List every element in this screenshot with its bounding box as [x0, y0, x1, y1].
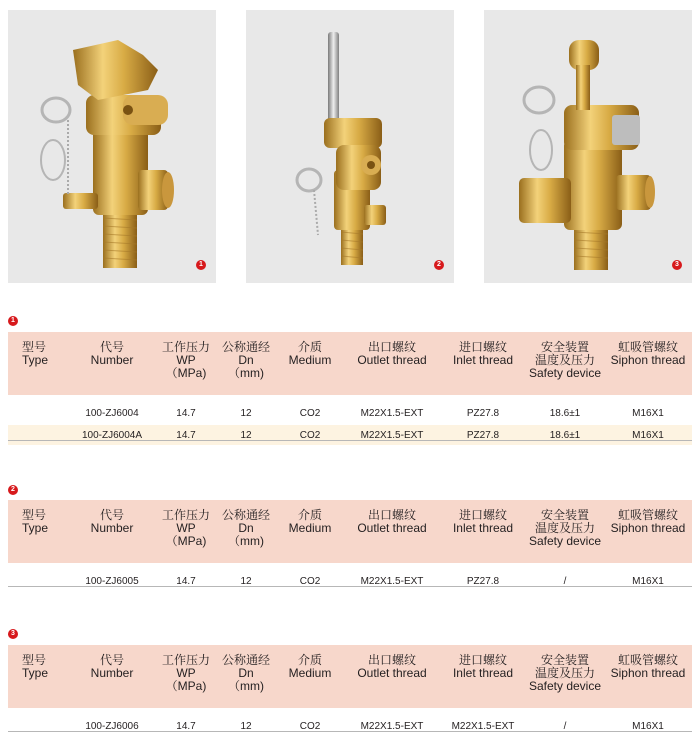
cell-siphon: M16X1: [604, 425, 692, 445]
header-outlet: 出口螺纹 Outlet thread: [344, 500, 440, 563]
spec-table-2: [8, 500, 692, 591]
cell-inlet: M22X1.5-EXT: [451, 720, 515, 732]
section-number-badge: 1: [8, 316, 18, 326]
header-dn: 公称通经 Dn （mm): [216, 500, 276, 563]
cell-wp: 14.7: [156, 425, 216, 445]
valve-image-3: [484, 10, 692, 283]
cell-safety: /: [563, 720, 567, 732]
cell-number: 100-ZJ6004: [85, 407, 139, 419]
photo-number-badge: 2: [434, 260, 444, 270]
cell-number: 100-ZJ6005: [85, 575, 139, 587]
spec-table-1: [8, 332, 692, 445]
header-number: 代号 Number: [68, 500, 156, 563]
table-row: [8, 425, 692, 445]
header-inlet: 进口螺纹 Inlet thread: [440, 500, 526, 563]
cell-safety: /: [563, 575, 567, 587]
cell-dn: 12: [216, 425, 276, 445]
table-divider: [8, 586, 692, 587]
header-siphon: 虹吸管螺纹 Siphon thread: [604, 332, 692, 395]
product-photo-1: [8, 10, 216, 283]
header-wp: 工作压力 WP （MPa): [156, 332, 216, 395]
cell-outlet: M22X1.5-EXT: [360, 407, 424, 419]
cell-medium: CO2: [299, 407, 321, 419]
header-wp: 工作压力 WP （MPa): [156, 645, 216, 708]
cell-safety: 18.6±1: [526, 425, 604, 445]
header-inlet: 进口螺纹 Inlet thread: [440, 645, 526, 708]
cell-outlet: M22X1.5-EXT: [360, 720, 424, 732]
valve-image-2: [246, 10, 454, 283]
cell-safety: 18.6±1: [549, 407, 581, 419]
header-inlet: 进口螺纹 Inlet thread: [440, 332, 526, 395]
table-divider: [8, 731, 692, 732]
cell-siphon: M16X1: [632, 407, 664, 419]
cell-dn: 12: [240, 575, 252, 587]
table-divider: [8, 440, 692, 441]
header-type: 型号 Type: [8, 500, 68, 563]
header-siphon: 虹吸管螺纹 Siphon thread: [604, 500, 692, 563]
header-dn: 公称通经 Dn （mm): [216, 332, 276, 395]
table-row: [8, 716, 692, 736]
header-type: 型号 Type: [8, 332, 68, 395]
cell-inlet: PZ27.8: [440, 425, 526, 445]
table-header-row: [8, 500, 692, 563]
product-photo-3: [484, 10, 692, 283]
cell-medium: CO2: [299, 575, 321, 587]
cell-dn: 12: [240, 720, 252, 732]
header-medium: 介质 Medium: [276, 645, 344, 708]
cell-type: [8, 425, 68, 445]
cell-medium: CO2: [299, 720, 321, 732]
section-number-badge: 2: [8, 485, 18, 495]
header-medium: 介质 Medium: [276, 500, 344, 563]
cell-wp: 14.7: [176, 407, 196, 419]
header-outlet: 出口螺纹 Outlet thread: [344, 645, 440, 708]
cell-siphon: M16X1: [632, 575, 664, 587]
header-wp: 工作压力 WP （MPa): [156, 500, 216, 563]
header-dn: 公称通经 Dn （mm): [216, 645, 276, 708]
cell-siphon: M16X1: [632, 720, 664, 732]
cell-inlet: PZ27.8: [466, 575, 500, 587]
header-type: 型号 Type: [8, 645, 68, 708]
photo-number-badge: 3: [672, 260, 682, 270]
header-outlet: 出口螺纹 Outlet thread: [344, 332, 440, 395]
table-header-row: [8, 645, 692, 708]
header-siphon: 虹吸管螺纹 Siphon thread: [604, 645, 692, 708]
cell-type: [8, 571, 68, 591]
header-safety: 安全装置 温度及压力 Safety device: [526, 332, 604, 395]
product-photo-2: [246, 10, 454, 283]
header-safety: 安全装置 温度及压力 Safety device: [526, 645, 604, 708]
table-header-row: [8, 332, 692, 395]
table-row: [8, 571, 692, 591]
cell-type: [8, 716, 68, 736]
valve-image-1: [8, 10, 216, 283]
cell-outlet: M22X1.5-EXT: [344, 425, 440, 445]
cell-inlet: PZ27.8: [466, 407, 500, 419]
header-number: 代号 Number: [68, 645, 156, 708]
cell-number: 100-ZJ6004A: [68, 425, 156, 445]
table-row: [8, 403, 692, 423]
header-number: 代号 Number: [68, 332, 156, 395]
photo-number-badge: 1: [196, 260, 206, 270]
header-safety: 安全装置 温度及压力 Safety device: [526, 500, 604, 563]
cell-wp: 14.7: [176, 575, 196, 587]
cell-wp: 14.7: [176, 720, 196, 732]
spec-table-3: [8, 645, 692, 736]
section-number-badge: 3: [8, 629, 18, 639]
cell-outlet: M22X1.5-EXT: [360, 575, 424, 587]
cell-medium: CO2: [276, 425, 344, 445]
header-medium: 介质 Medium: [276, 332, 344, 395]
cell-type: [8, 403, 68, 423]
cell-number: 100-ZJ6006: [85, 720, 139, 732]
cell-dn: 12: [240, 407, 252, 419]
